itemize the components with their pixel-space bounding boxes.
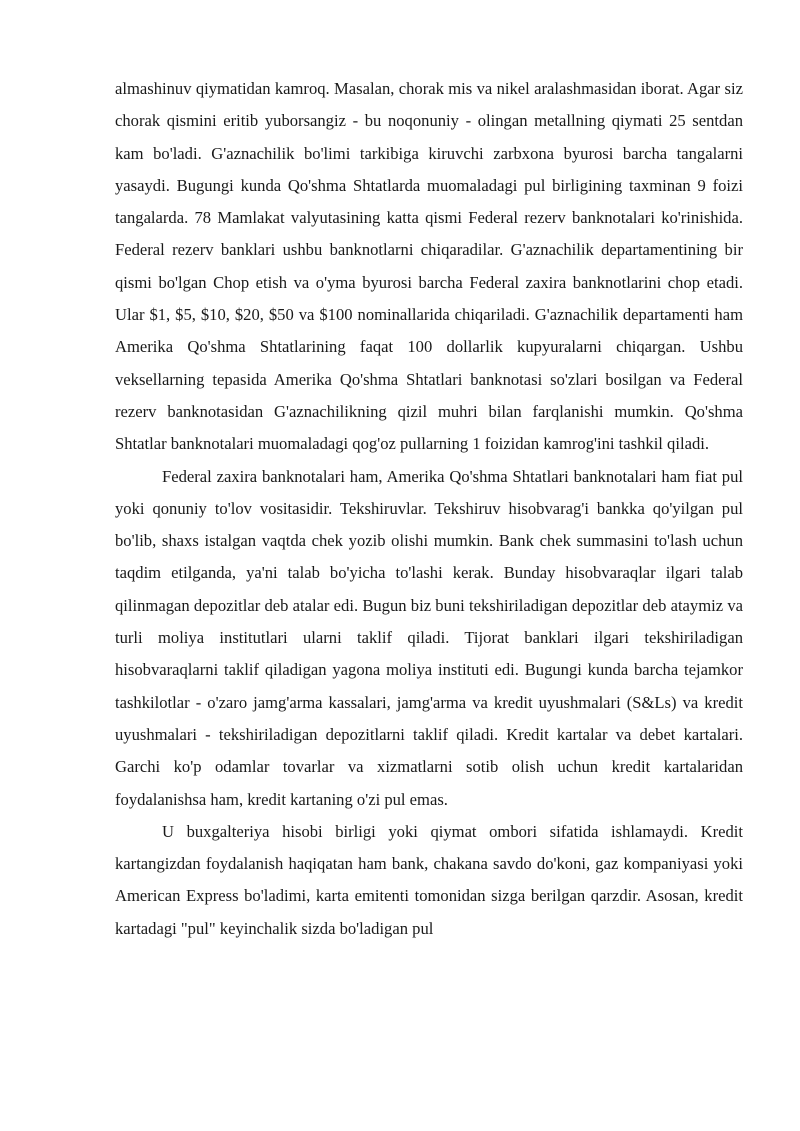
paragraph-1: almashinuv qiymatidan kamroq. Masalan, chorak mis va nikel aralashmasidan iborat. Agar siz chorak qismini eritib yuborsangiz - bu noqonuniy - olingan metallning qiymati 25 sentdan kam bo'ladi. G'aznachilik bo'limi tarkibiga kiruvchi zarbxona byurosi barcha tangalarni yasaydi. Bugungi kunda Qo'shma Shtatlarda muomaladagi pul birligining taxminan 9 foizi tangalarda. 78 Mamlakat valyutasining katta qismi Federal rezerv banknotalari ko'rinishida. Federal rezerv banklari ushbu banknotlarni chiqaradilar. G'aznachilik departamentining bir qismi bo'lgan Chop etish va o'yma byurosi barcha Federal zaxira banknotlarini chop etadi. Ular $1, $5, $10, $20, $50 va $100 nominallarida chiqariladi. G'aznachilik departamenti ham Amerika Qo'shma Shtatlarining faqat 100 dollarlik kupyuralarni chiqargan. Ushbu veksellarning tepasida Amerika Qo'shma Shtatlari banknotasi so'zlari bosilgan va Federal rezerv banknotasidan G'aznachilikning qizil muhri bilan farqlanishi mumkin. Qo'shma Shtatlar banknotalari muomaladagi qog'oz pullarning 1 foizidan kamrog'ini tashkil qiladi. (115, 79, 743, 454)
paragraph-3: U buxgalteriya hisobi birligi yoki qiymat ombori sifatida ishlamaydi. Kredit kartangizdan foydalanish haqiqatan ham bank, chakana savdo do'koni, gaz kompaniyasi yoki American Express bo'ladimi, karta emitenti tomonidan sizga berilgan qarzdir. Asosan, kredit kartadagi "pul" keyinchalik sizda bo'ladigan pul (115, 821, 743, 938)
document-page (115, 73, 743, 945)
paragraph-2: Federal zaxira banknotalari ham, Amerika Qo'shma Shtatlari banknotalari ham fiat pul yoki qonuniy to'lov vositasidir. Tekshiruvlar. Tekshiruv hisobvarag'i bankka qo'yilgan pul bo'lib, shaxs istalgan vaqtda chek yozib olishi mumkin. Bank chek summasini to'lash uchun taqdim etilganda, ya'ni talab bo'yicha to'lashi kerak. Bunday hisobvaraqlar ilgari talab qilinmagan depozitlar deb atalar edi. Bugun biz buni tekshiriladigan depozitlar deb ataymiz va turli moliya institutlari ularni taklif qiladi. Tijorat banklari ilgari tekshiriladigan hisobvaraqlarni taklif qiladigan yagona moliya instituti edi. Bugungi kunda barcha tejamkor tashkilotlar - o'zaro jamg'arma kassalari, jamg'arma va kredit uyushmalari (S&Ls) va kredit uyushmalari - tekshiriladigan depozitlarni taklif qiladi. Kredit kartalar va debet kartalari. Garchi ko'p odamlar tovarlar va xizmatlarni sotib olish uchun kredit kartalaridan foydalanishsa ham, kredit kartaning o'zi pul emas. (115, 466, 743, 809)
